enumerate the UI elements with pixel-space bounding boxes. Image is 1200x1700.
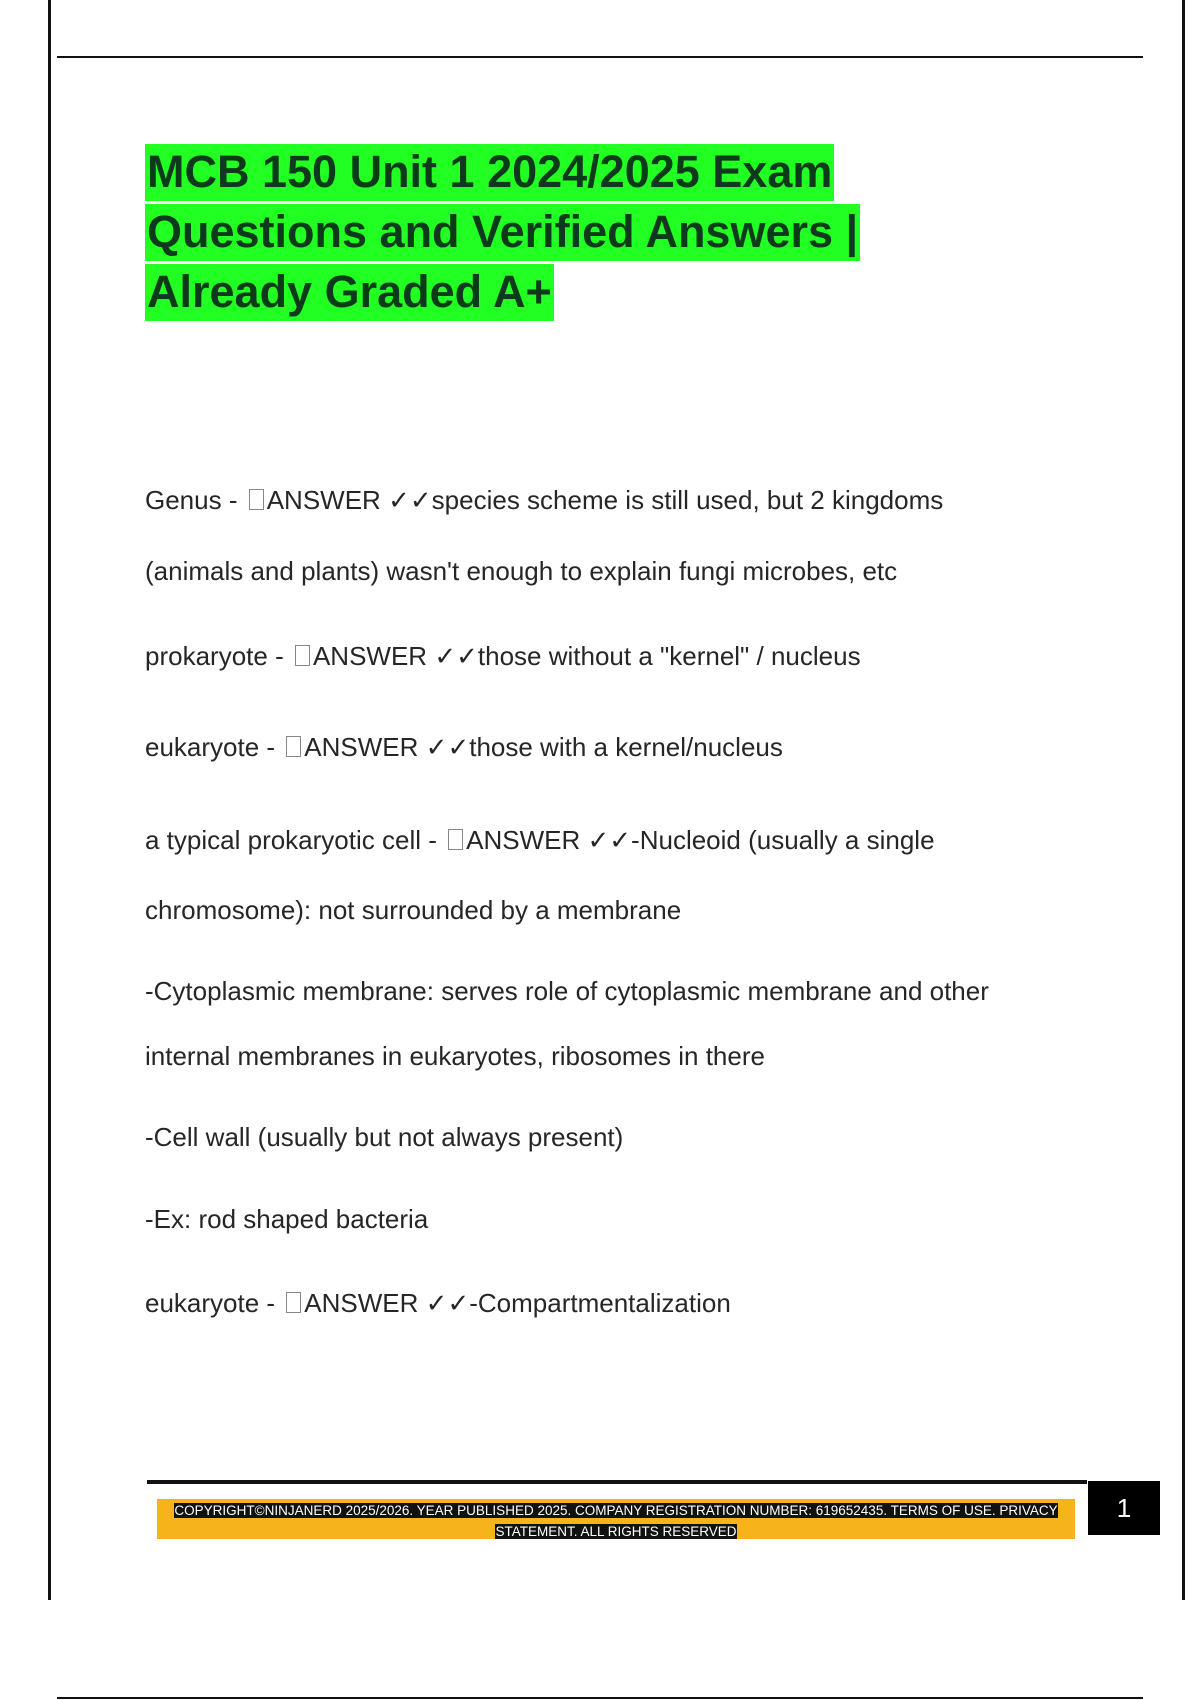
qa-genus [145,485,943,516]
header-rule [57,56,1143,58]
answer-label: ANSWER [466,825,581,855]
qa-eukaryote-compartmentalization [145,1288,731,1319]
copyright-line-1: COPYRIGHT©NINJANERD 2025/2026. YEAR PUBLISHED 2025. COMPANY REGISTRATION NUMBER: 619652435. TERMS OF USE. PRIVACY [174,1503,1058,1518]
missing-glyph-icon [286,736,301,757]
qa-answer: -Compartmentalization [469,1288,731,1318]
title-line-1: MCB 150 Unit 1 2024/2025 Exam [145,144,834,201]
checkmarks-icon: ✓✓ [425,732,470,762]
qa-term: eukaryote - [145,1288,283,1318]
document-title [145,142,1045,322]
qa-answer: chromosome): not surrounded by a membrane [145,895,682,925]
missing-glyph-icon [448,829,463,850]
qa-prokaryote [145,641,861,672]
qa-answer: those with a kernel/nucleus [469,732,783,762]
missing-glyph-icon [286,1292,301,1313]
qa-continuation [145,1122,623,1153]
page-border-right [1182,0,1185,1600]
qa-continuation [145,895,681,926]
qa-continuation [145,1204,428,1235]
qa-continuation [145,556,897,587]
checkmarks-icon: ✓✓ [434,641,478,671]
footer-copyright [168,1500,1064,1542]
qa-continuation [145,1041,765,1072]
qa-answer: -Nucleoid (usually a single [631,825,935,855]
qa-term: Genus - [145,485,245,515]
missing-glyph-icon [295,645,310,666]
qa-answer: internal membranes in eukaryotes, ribosomes in there [145,1041,765,1071]
next-page-rule [57,1697,1143,1699]
page-number: 1 [1088,1481,1160,1535]
title-line-2: Questions and Verified Answers | [145,204,860,261]
qa-answer: -Cytoplasmic membrane: serves role of cytoplasmic membrane and other [145,976,989,1006]
qa-answer: -Ex: rod shaped bacteria [145,1204,429,1234]
qa-eukaryote [145,732,783,763]
qa-term: a typical prokaryotic cell - [145,825,445,855]
answer-label: ANSWER [266,485,381,515]
title-line-3: Already Graded A+ [145,264,554,321]
qa-answer: those without a "kernel" / nucleus [477,641,861,671]
answer-label: ANSWER [304,1288,419,1318]
checkmarks-icon: ✓✓ [425,1288,470,1318]
footer-rule [147,1480,1087,1484]
qa-term: prokaryote - [145,641,291,671]
missing-glyph-icon [249,489,264,510]
qa-term: eukaryote - [145,732,283,762]
qa-typical-prokaryotic-cell [145,825,935,856]
copyright-line-2: STATEMENT. ALL RIGHTS RESERVED [495,1524,737,1539]
qa-answer: (animals and plants) wasn't enough to explain fungi microbes, etc [145,556,898,586]
checkmarks-icon: ✓✓ [388,485,432,515]
checkmarks-icon: ✓✓ [587,825,632,855]
answer-label: ANSWER [304,732,419,762]
qa-answer: -Cell wall (usually but not always present) [145,1122,624,1152]
qa-continuation [145,976,989,1007]
page-border-left [48,0,51,1600]
qa-answer: species scheme is still used, but 2 kingdoms [431,485,944,515]
answer-label: ANSWER [312,641,428,671]
